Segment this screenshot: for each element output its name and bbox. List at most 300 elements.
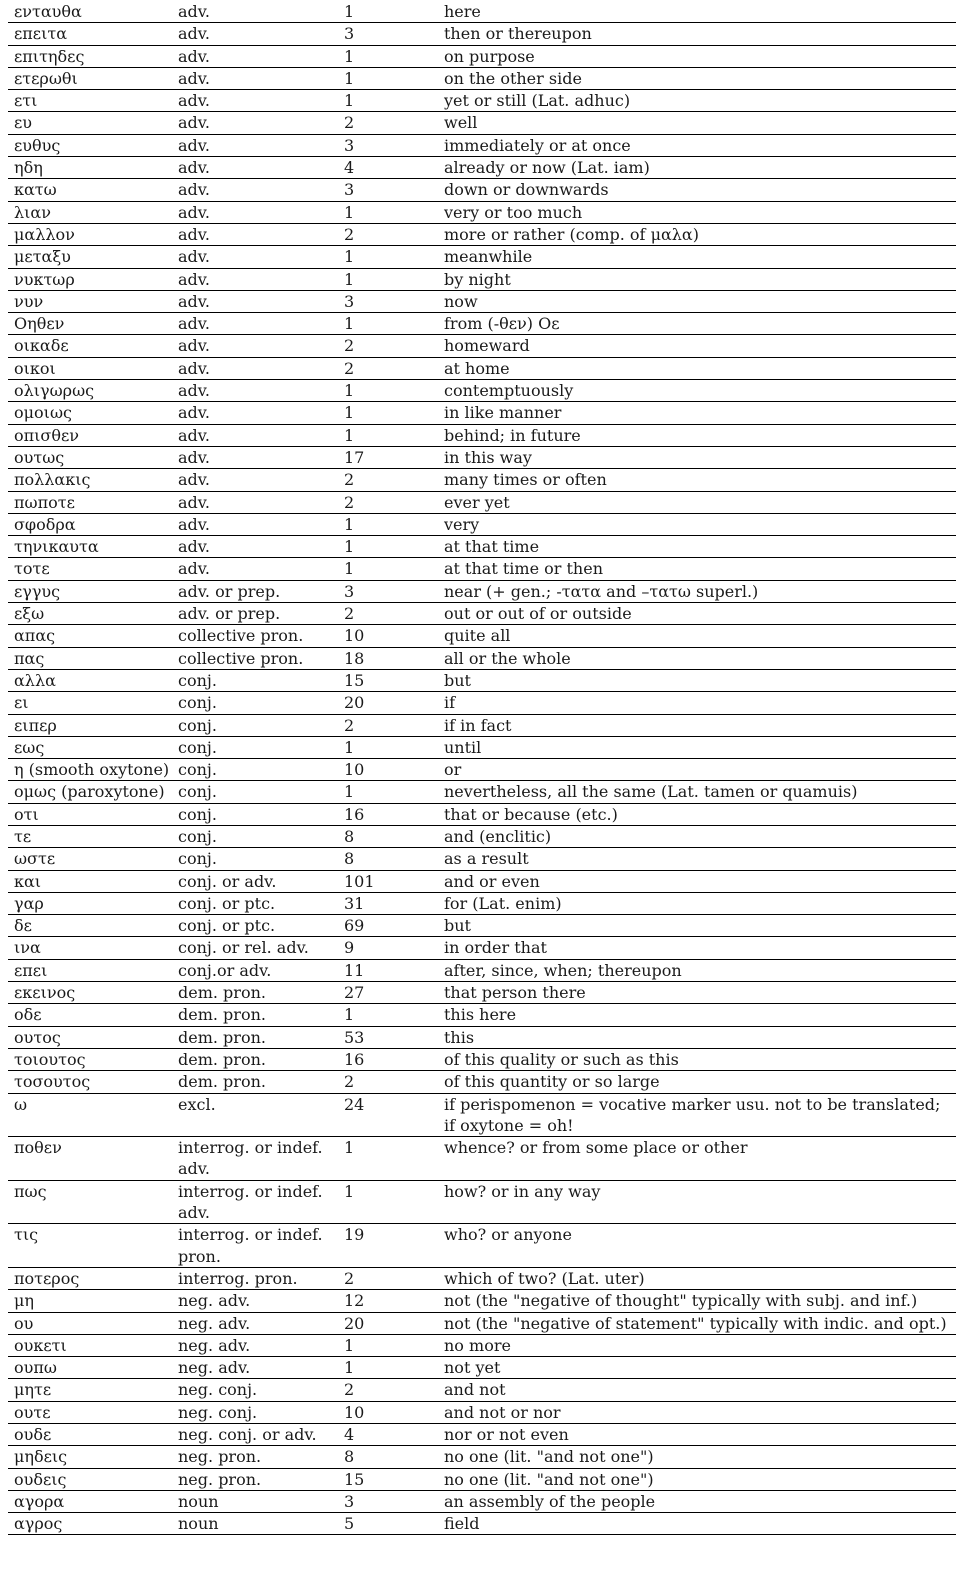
frequency-cell: 10 [344, 760, 365, 780]
table-row [8, 670, 956, 692]
greek-word-cell: γαρ [14, 893, 44, 913]
definition-cell: near (+ gen.; -τατα and –τατω superl.) [444, 581, 759, 601]
part-of-speech-cell: adv. [178, 113, 211, 133]
greek-word-cell: επιτηδες [14, 46, 85, 66]
greek-word-cell: μεταξυ [14, 247, 71, 267]
greek-word-cell: τηνικαυτα [14, 537, 99, 557]
table-row [8, 1049, 956, 1071]
table-row [8, 1224, 956, 1268]
definition-cell: no one (lit. "and not one") [444, 1447, 654, 1467]
table-row [8, 781, 956, 803]
table-row [8, 759, 956, 781]
definition-cell: an assembly of the people [444, 1491, 656, 1511]
part-of-speech-cell: adv. [178, 447, 211, 467]
part-of-speech-cell: conj. or rel. adv. [178, 938, 309, 958]
table-row [8, 960, 956, 982]
greek-word-cell: τις [14, 1225, 39, 1245]
definition-cell: then or thereupon [444, 24, 592, 44]
definition-cell: ever yet [444, 492, 510, 512]
frequency-cell: 17 [344, 447, 365, 467]
greek-word-cell: τε [14, 826, 32, 846]
definition-cell: very [444, 514, 480, 534]
frequency-cell: 8 [344, 1447, 355, 1467]
part-of-speech-cell: adv. [178, 336, 211, 356]
part-of-speech-cell: conj. or ptc. [178, 893, 276, 913]
definition-cell: but [444, 670, 471, 690]
greek-word-cell: ω [14, 1094, 28, 1114]
greek-word-cell: Οηθεν [14, 314, 65, 334]
definition-cell: at that time or then [444, 559, 603, 579]
definition-cell: no more [444, 1335, 511, 1355]
definition-cell: and (enclitic) [444, 826, 552, 846]
greek-word-cell: ουδεις [14, 1469, 67, 1489]
table-row [8, 46, 956, 68]
greek-word-cell: ινα [14, 938, 41, 958]
part-of-speech-cell: neg. conj. [178, 1380, 258, 1400]
table-row [8, 1027, 956, 1049]
frequency-cell: 1 [344, 1358, 355, 1378]
frequency-cell: 1 [344, 1005, 355, 1025]
greek-word-cell: εγγυς [14, 581, 61, 601]
table-row [8, 826, 956, 848]
definition-cell: many times or often [444, 470, 607, 490]
frequency-cell: 15 [344, 670, 365, 690]
frequency-cell: 15 [344, 1469, 365, 1489]
definition-cell: in order that [444, 938, 547, 958]
frequency-cell: 1 [344, 782, 355, 802]
frequency-cell: 19 [344, 1225, 365, 1245]
part-of-speech-cell: neg. adv. [178, 1358, 251, 1378]
greek-word-cell: ολιγωρως [14, 381, 95, 401]
greek-word-cell: μητε [14, 1380, 52, 1400]
definition-cell: on purpose [444, 46, 535, 66]
definition-cell: immediately or at once [444, 135, 631, 155]
frequency-cell: 53 [344, 1027, 365, 1047]
part-of-speech-cell: adv. or prep. [178, 604, 281, 624]
frequency-cell: 1 [344, 403, 355, 423]
greek-word-cell: λιαν [14, 202, 51, 222]
frequency-cell: 3 [344, 24, 355, 44]
greek-word-cell: οικοι [14, 358, 56, 378]
greek-word-cell: νυκτωρ [14, 269, 75, 289]
part-of-speech-cell: excl. [178, 1094, 216, 1114]
table-row [8, 380, 956, 402]
definition-cell: as a result [444, 849, 529, 869]
part-of-speech-cell: interrog. or indef. adv. [178, 1181, 323, 1223]
greek-word-cell: κατω [14, 180, 57, 200]
part-of-speech-cell: adv. or prep. [178, 581, 281, 601]
definition-cell: quite all [444, 626, 511, 646]
part-of-speech-cell: conj. [178, 693, 217, 713]
frequency-cell: 2 [344, 224, 355, 244]
definition-cell: field [444, 1514, 480, 1534]
table-row [8, 893, 956, 915]
frequency-cell: 1 [344, 514, 355, 534]
greek-word-cell: ενταυθα [14, 2, 82, 21]
definition-cell: down or downwards [444, 180, 609, 200]
frequency-cell: 11 [344, 960, 365, 980]
greek-word-cell: ουτε [14, 1402, 51, 1422]
greek-word-cell: ουτως [14, 447, 65, 467]
frequency-cell: 20 [344, 1313, 365, 1333]
table-row [8, 1094, 956, 1138]
definition-cell: after, since, when; thereupon [444, 960, 682, 980]
table-row [8, 1004, 956, 1026]
table-row [8, 135, 956, 157]
part-of-speech-cell: conj. [178, 737, 217, 757]
table-row [8, 871, 956, 893]
table-row [8, 335, 956, 357]
part-of-speech-cell: dem. pron. [178, 983, 266, 1003]
table-row [8, 358, 956, 380]
greek-word-cell: πωποτε [14, 492, 75, 512]
frequency-cell: 2 [344, 336, 355, 356]
frequency-cell: 3 [344, 1491, 355, 1511]
part-of-speech-cell: conj. [178, 804, 217, 824]
definition-cell: now [444, 291, 478, 311]
definition-cell: which of two? (Lat. uter) [444, 1268, 645, 1288]
greek-word-cell: πας [14, 648, 45, 668]
part-of-speech-cell: neg. conj. or adv. [178, 1425, 317, 1444]
frequency-cell: 8 [344, 826, 355, 846]
part-of-speech-cell: adv. [178, 559, 211, 579]
greek-word-cell: μη [14, 1291, 34, 1311]
frequency-cell: 2 [344, 1268, 355, 1288]
table-row [8, 492, 956, 514]
greek-word-cell: αγρος [14, 1514, 63, 1534]
definition-cell: contemptuously [444, 381, 574, 401]
frequency-cell: 1 [344, 425, 355, 445]
definition-cell: that person there [444, 983, 586, 1003]
greek-word-cell: πολλακις [14, 470, 91, 490]
frequency-cell: 18 [344, 648, 365, 668]
definition-cell: not (the "negative of thought" typically with subj. and inf.) [444, 1291, 918, 1311]
part-of-speech-cell: conj. [178, 782, 217, 802]
frequency-cell: 1 [344, 269, 355, 289]
greek-word-cell: πως [14, 1181, 47, 1201]
frequency-cell: 24 [344, 1094, 365, 1114]
part-of-speech-cell: interrog. or indef. adv. [178, 1138, 323, 1179]
frequency-cell: 1 [344, 202, 355, 222]
part-of-speech-cell: adv. [178, 514, 211, 534]
table-row [8, 1, 956, 23]
greek-word-cell: ωστε [14, 849, 56, 869]
frequency-cell: 1 [344, 2, 355, 21]
table-row [8, 1469, 956, 1491]
table-row [8, 291, 956, 313]
definition-cell: by night [444, 269, 511, 289]
part-of-speech-cell: adv. [178, 224, 211, 244]
definition-cell: until [444, 737, 482, 757]
definition-cell: at that time [444, 537, 540, 557]
table-row [8, 1137, 956, 1181]
frequency-cell: 16 [344, 804, 365, 824]
greek-word-cell: εξω [14, 604, 45, 624]
table-row [8, 603, 956, 625]
table-row [8, 1491, 956, 1513]
definition-cell: yet or still (Lat. adhuc) [444, 91, 631, 111]
part-of-speech-cell: adv. [178, 381, 211, 401]
frequency-cell: 4 [344, 158, 355, 178]
table-row [8, 915, 956, 937]
table-row [8, 1424, 956, 1446]
part-of-speech-cell: interrog. or indef. pron. [178, 1225, 323, 1266]
definition-cell: if [444, 693, 456, 713]
frequency-cell: 3 [344, 180, 355, 200]
table-row [8, 469, 956, 491]
greek-word-cell: σφοδρα [14, 514, 76, 534]
table-row [8, 1313, 956, 1335]
table-row [8, 425, 956, 447]
table-row [8, 1181, 956, 1225]
definition-cell: very or too much [444, 202, 583, 222]
definition-cell: all or the whole [444, 648, 571, 668]
table-row [8, 804, 956, 826]
table-row [8, 1402, 956, 1424]
part-of-speech-cell: conj. or ptc. [178, 916, 276, 936]
definition-cell: behind; in future [444, 425, 581, 445]
definition-cell: at home [444, 358, 510, 378]
part-of-speech-cell: adv. [178, 91, 211, 111]
greek-word-cell: οπισθεν [14, 425, 79, 445]
part-of-speech-cell: adv. [178, 46, 211, 66]
table-row [8, 648, 956, 670]
frequency-cell: 1 [344, 46, 355, 66]
part-of-speech-cell: noun [178, 1514, 219, 1534]
definition-cell: meanwhile [444, 247, 533, 267]
greek-word-cell: ποθεν [14, 1138, 62, 1158]
greek-word-cell: τοτε [14, 559, 50, 579]
part-of-speech-cell: dem. pron. [178, 1005, 266, 1025]
part-of-speech-cell: adv. [178, 24, 211, 44]
table-row [8, 715, 956, 737]
definition-cell: from (-θεν) Οε [444, 314, 560, 334]
table-row [8, 536, 956, 558]
table-row [8, 982, 956, 1004]
greek-word-cell: ετι [14, 91, 38, 111]
definition-cell: if perispomenon = vocative marker usu. not to be translated; if oxytone = oh! [444, 1094, 941, 1135]
greek-word-cell: οικαδε [14, 336, 69, 356]
greek-word-cell: οτι [14, 804, 39, 824]
definition-cell: and not or nor [444, 1402, 561, 1422]
table-row [8, 202, 956, 224]
definition-cell: that or because (etc.) [444, 804, 618, 824]
frequency-cell: 8 [344, 849, 355, 869]
table-row [8, 1268, 956, 1290]
greek-word-cell: ειπερ [14, 715, 57, 735]
definition-cell: this [444, 1027, 475, 1047]
greek-word-cell: τοιουτος [14, 1049, 86, 1069]
greek-word-cell: ει [14, 693, 29, 713]
frequency-cell: 3 [344, 135, 355, 155]
part-of-speech-cell: adv. [178, 135, 211, 155]
table-row [8, 157, 956, 179]
frequency-cell: 2 [344, 604, 355, 624]
frequency-cell: 2 [344, 1380, 355, 1400]
greek-word-cell: δε [14, 916, 32, 936]
greek-word-cell: ποτερος [14, 1268, 80, 1288]
part-of-speech-cell: adv. [178, 537, 211, 557]
table-row [8, 447, 956, 469]
greek-word-cell: εως [14, 737, 45, 757]
table-row [8, 558, 956, 580]
frequency-cell: 1 [344, 737, 355, 757]
greek-word-cell: τοσουτος [14, 1072, 91, 1092]
frequency-cell: 3 [344, 581, 355, 601]
frequency-cell: 1 [344, 1335, 355, 1355]
part-of-speech-cell: noun [178, 1491, 219, 1511]
greek-word-cell: ευ [14, 113, 33, 133]
greek-word-cell: επειτα [14, 24, 68, 44]
frequency-cell: 9 [344, 938, 355, 958]
table-row [8, 1335, 956, 1357]
table-row [8, 269, 956, 291]
greek-word-cell: μηδεις [14, 1447, 68, 1467]
frequency-cell: 1 [344, 1138, 355, 1158]
definition-cell: in this way [444, 447, 532, 467]
part-of-speech-cell: dem. pron. [178, 1049, 266, 1069]
frequency-cell: 31 [344, 893, 365, 913]
greek-word-cell: ευθυς [14, 135, 61, 155]
frequency-cell: 3 [344, 291, 355, 311]
part-of-speech-cell: adv. [178, 314, 211, 334]
frequency-cell: 1 [344, 91, 355, 111]
greek-word-cell: μαλλον [14, 224, 75, 244]
part-of-speech-cell: neg. adv. [178, 1313, 251, 1333]
frequency-cell: 1 [344, 68, 355, 88]
definition-cell: this here [444, 1005, 517, 1025]
table-row [8, 23, 956, 45]
definition-cell: here [444, 2, 481, 21]
definition-cell: for (Lat. enim) [444, 893, 562, 913]
part-of-speech-cell: conj. [178, 849, 217, 869]
part-of-speech-cell: adv. [178, 247, 211, 267]
definition-cell: out or out of or outside [444, 604, 632, 624]
definition-cell: and or even [444, 871, 540, 891]
definition-cell: or [444, 760, 462, 780]
part-of-speech-cell: collective pron. [178, 648, 304, 668]
part-of-speech-cell: interrog. pron. [178, 1268, 298, 1288]
frequency-cell: 2 [344, 492, 355, 512]
frequency-cell: 2 [344, 358, 355, 378]
definition-cell: of this quantity or so large [444, 1072, 660, 1092]
table-row [8, 1071, 956, 1093]
table-row [8, 737, 956, 759]
frequency-cell: 69 [344, 916, 365, 936]
definition-cell: how? or in any way [444, 1181, 601, 1201]
definition-cell: who? or anyone [444, 1225, 572, 1245]
table-row [8, 1446, 956, 1468]
table-row [8, 937, 956, 959]
frequency-cell: 2 [344, 113, 355, 133]
part-of-speech-cell: adv. [178, 358, 211, 378]
part-of-speech-cell: dem. pron. [178, 1027, 266, 1047]
table-row [8, 90, 956, 112]
part-of-speech-cell: adv. [178, 158, 211, 178]
part-of-speech-cell: conj. [178, 826, 217, 846]
table-row [8, 179, 956, 201]
definition-cell: on the other side [444, 68, 582, 88]
definition-cell: homeward [444, 336, 530, 356]
definition-cell: more or rather (comp. of μαλα) [444, 224, 699, 244]
part-of-speech-cell: adv. [178, 202, 211, 222]
part-of-speech-cell: neg. conj. [178, 1402, 258, 1422]
part-of-speech-cell: neg. pron. [178, 1447, 262, 1467]
greek-word-cell: οδε [14, 1005, 42, 1025]
table-row [8, 1357, 956, 1379]
greek-word-cell: απας [14, 626, 56, 646]
greek-word-cell: επει [14, 960, 48, 980]
greek-word-cell: νυν [14, 291, 44, 311]
table-row [8, 313, 956, 335]
definition-cell: of this quality or such as this [444, 1049, 679, 1069]
definition-cell: but [444, 916, 471, 936]
greek-word-cell: αλλα [14, 670, 56, 690]
part-of-speech-cell: adv. [178, 470, 211, 490]
part-of-speech-cell: adv. [178, 180, 211, 200]
part-of-speech-cell: conj. [178, 760, 217, 780]
frequency-cell: 27 [344, 983, 365, 1003]
table-row [8, 1379, 956, 1401]
part-of-speech-cell: conj. [178, 670, 217, 690]
table-row [8, 848, 956, 870]
table-row [8, 581, 956, 603]
frequency-cell: 1 [344, 1181, 355, 1201]
table-row [8, 68, 956, 90]
part-of-speech-cell: neg. adv. [178, 1335, 251, 1355]
table-row [8, 625, 956, 647]
greek-word-cell: και [14, 871, 42, 891]
frequency-cell: 20 [344, 693, 365, 713]
greek-word-cell: ετερωθι [14, 68, 78, 88]
table-row [8, 1290, 956, 1312]
part-of-speech-cell: conj. [178, 715, 217, 735]
definition-cell: in like manner [444, 403, 562, 423]
greek-word-cell: ηδη [14, 158, 43, 178]
frequency-cell: 16 [344, 1049, 365, 1069]
greek-word-cell: εκεινος [14, 983, 76, 1003]
greek-word-cell: ομοιως [14, 403, 72, 423]
frequency-cell: 10 [344, 1402, 365, 1422]
frequency-cell: 2 [344, 470, 355, 490]
part-of-speech-cell: adv. [178, 68, 211, 88]
frequency-cell: 4 [344, 1425, 355, 1444]
part-of-speech-cell: conj. or adv. [178, 871, 277, 891]
part-of-speech-cell: adv. [178, 425, 211, 445]
definition-cell: nevertheless, all the same (Lat. tamen or quamuis) [444, 782, 858, 802]
definition-cell: nor or not even [444, 1425, 569, 1444]
definition-cell: if in fact [444, 715, 512, 735]
definition-cell: no one (lit. "and not one") [444, 1469, 654, 1489]
greek-word-cell: αγορα [14, 1491, 65, 1511]
part-of-speech-cell: adv. [178, 2, 211, 21]
frequency-cell: 2 [344, 1072, 355, 1092]
frequency-cell: 1 [344, 537, 355, 557]
frequency-cell: 1 [344, 314, 355, 334]
definition-cell: well [444, 113, 478, 133]
frequency-cell: 5 [344, 1514, 355, 1534]
frequency-cell: 12 [344, 1291, 365, 1311]
part-of-speech-cell: conj.or adv. [178, 960, 272, 980]
part-of-speech-cell: collective pron. [178, 626, 304, 646]
greek-word-cell: ομως (paroxytone) [14, 782, 165, 802]
table-row [8, 1513, 956, 1535]
part-of-speech-cell: adv. [178, 492, 211, 512]
greek-word-cell: ουτος [14, 1027, 61, 1047]
frequency-cell: 1 [344, 559, 355, 579]
table-row [8, 112, 956, 134]
frequency-cell: 10 [344, 626, 365, 646]
